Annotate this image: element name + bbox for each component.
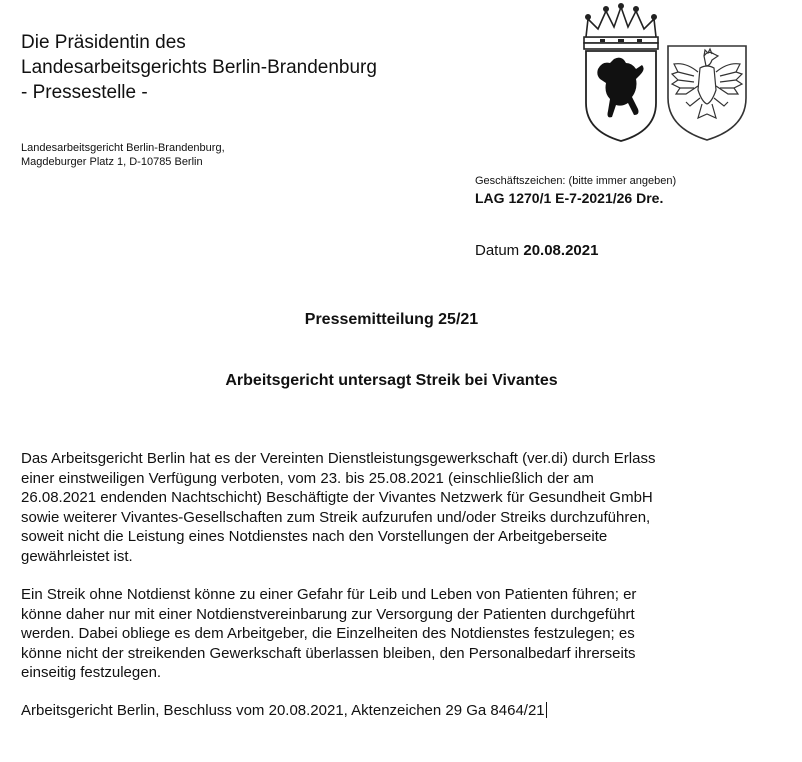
text-line: soweit nicht die Leistung eines Notdienstes nach den Vorstellungen der Arbeitgeberseite — [21, 528, 608, 546]
text-line: Ein Streik ohne Notdienst könne zu einer Gefahr für Leib und Leben von Patienten führen; er — [21, 586, 637, 603]
text-line: könne nicht der streikenden Gewerkschaft überlassen bleiben, den Personalbedarf ihrerseits — [21, 644, 636, 662]
body-paragraph-1 — [21, 449, 771, 567]
sender-line: - Pressestelle - — [21, 82, 148, 103]
sender-line: Die Präsidentin des — [21, 32, 186, 53]
text-line: gewährleistet ist. — [21, 547, 133, 565]
citation — [21, 701, 771, 721]
text-line: einer einstweiligen Verfügung verboten, vom 23. bis 25.08.2021 (einschließlich der am — [21, 469, 594, 487]
brandenburg-coat-of-arms-icon — [664, 42, 750, 142]
body-paragraph-2 — [21, 585, 771, 683]
date-value: 20.08.2021 — [523, 242, 599, 259]
return-address — [21, 141, 225, 169]
text-line: 26.08.2021 endenden Nachtschicht) Beschäftigte der Vivantes Netzwerk für Gesundheit GmbH — [21, 489, 653, 507]
reference-label: Geschäftszeichen: (bitte immer angeben) — [475, 175, 677, 187]
reference-number: LAG 1270/1 E-7-2021/26 Dre. — [475, 190, 664, 206]
date-label: Datum — [475, 242, 520, 259]
sender-line: Landesarbeitsgerichts Berlin-Brandenburg — [21, 57, 377, 78]
text-line: werden. Dabei obliege es dem Arbeitgeber, die Einzelheiten des Notdienstes festzulegen; es — [21, 625, 635, 643]
press-release-number: Pressemitteilung 25/21 — [304, 311, 479, 328]
address-line: Magdeburger Platz 1, D-10785 Berlin — [21, 156, 203, 168]
address-line: Landesarbeitsgericht Berlin-Brandenburg, — [21, 142, 225, 154]
text-line: sowie weiterer Vivantes-Gesellschaften zum Streik aufzurufen und/oder Streiks durchzuführen, — [21, 508, 651, 526]
press-release-headline: Arbeitsgericht untersagt Streik bei Vivantes — [225, 372, 558, 389]
sender-block — [21, 30, 377, 105]
text-line: einseitig festzulegen. — [21, 664, 162, 682]
text-line: könne daher nur mit einer Notdienstvereinbarung zur Versorgung der Patienten durchgeführt — [21, 605, 635, 623]
date-line — [475, 242, 598, 259]
citation-text: Arbeitsgericht Berlin, Beschluss vom 20.08.2021, Aktenzeichen 29 Ga 8464/21 — [21, 702, 545, 719]
berlin-coat-of-arms-icon — [578, 3, 664, 143]
text-line: Das Arbeitsgericht Berlin hat es der Vereinten Dienstleistungsgewerkschaft (ver.di) durch Erlass — [21, 450, 656, 467]
text-cursor — [546, 702, 547, 718]
